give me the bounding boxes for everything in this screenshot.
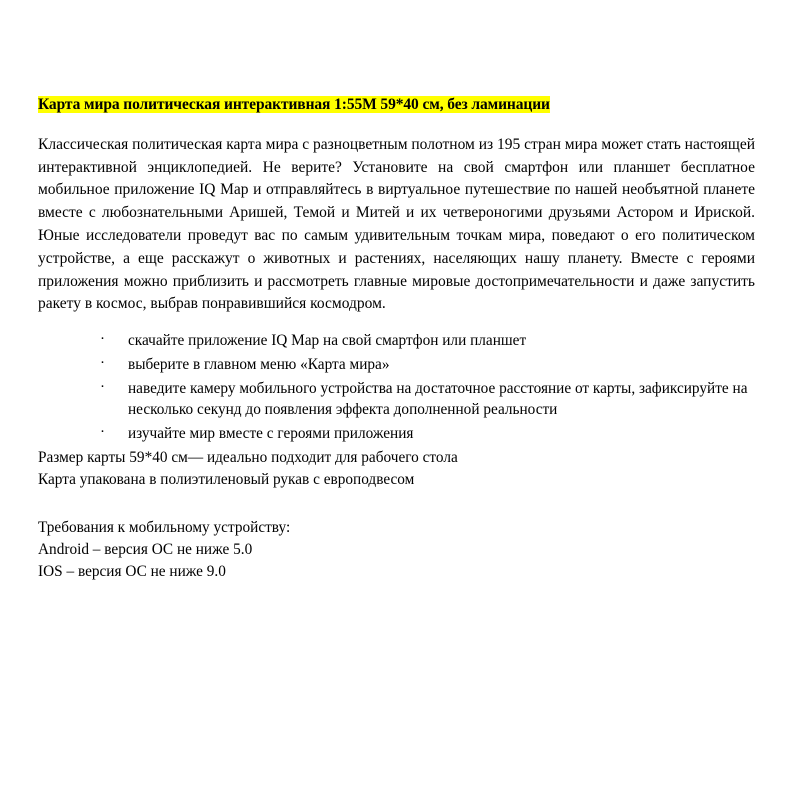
list-item bbox=[96, 378, 760, 421]
bullet-icon: · bbox=[100, 378, 105, 395]
list-item-label: изучайте мир вместе с героями приложения bbox=[128, 425, 414, 443]
list-item-label: наведите камеру мобильного устройства на достаточное расстояние от карты, зафиксируйте на несколько секунд до появления эффекта дополненной реальности bbox=[128, 379, 748, 419]
size-and-packaging-block bbox=[38, 447, 760, 491]
bullet-icon: · bbox=[100, 354, 105, 371]
requirement-ios: IOS – версия ОС не ниже 9.0 bbox=[38, 563, 226, 581]
page-title: Карта мира политическая интерактивная 1:55М 59*40 см, без ламинации bbox=[38, 96, 550, 113]
list-item bbox=[96, 423, 760, 445]
bullet-icon: · bbox=[100, 331, 105, 348]
list-item-label: выберите в главном меню «Карта мира» bbox=[128, 355, 390, 373]
requirement-android: Android – версия ОС не ниже 5.0 bbox=[38, 541, 253, 559]
title-block bbox=[38, 95, 760, 116]
steps-list bbox=[38, 330, 760, 445]
packaging-line: Карта упакована в полиэтиленовый рукав с европодвесом bbox=[38, 470, 415, 488]
requirements-heading: Требования к мобильному устройству: bbox=[38, 519, 291, 537]
intro-paragraph: Классическая политическая карта мира с разноцветным полотном из 195 стран мира может стать настоящей интерактивной энциклопедией. Не верите? Установите на свой смартфон или планшет бесплатное мобильное приложение IQ Map и отправляйтесь в виртуальное путешествие по нашей необъятной планете вместе с любознательными Аришей, Темой и Митей и их четвероногими друзьями Астором и Ириской. Юные исследователи проведут вас по самым удивительным точкам мира, поведают о его политическом устройстве, а еще расскажут о животных и растениях, населяющих нашу планету. Вместе с героями приложения можно приблизить и рассмотреть главные мировые достопримечательности и даже запустить ракету в космос, выбрав понравившийся космодром. bbox=[38, 135, 755, 313]
list-item bbox=[96, 354, 760, 376]
list-item bbox=[96, 330, 760, 352]
list-item-label: скачайте приложение IQ Map на свой смартфон или планшет bbox=[128, 332, 527, 350]
requirements-block bbox=[38, 517, 760, 584]
map-size-line: Размер карты 59*40 см— идеально подходит для рабочего стола bbox=[38, 448, 458, 466]
bullet-icon: · bbox=[100, 424, 105, 441]
